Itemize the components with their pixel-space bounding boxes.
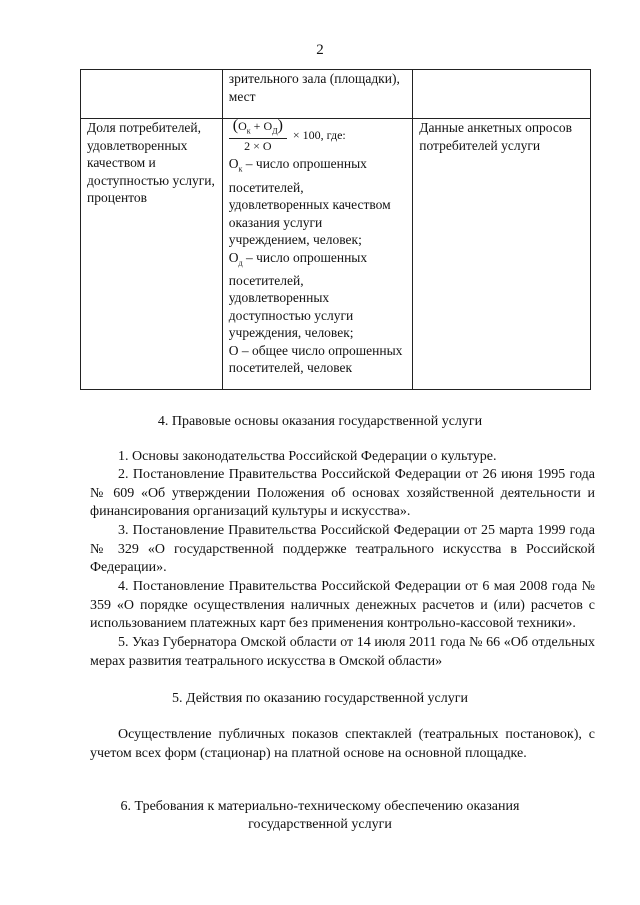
table-cell-source [413, 70, 591, 119]
table-row [81, 70, 591, 119]
page-number: 2 [316, 42, 324, 58]
legal-item-5: 5. Указ Губернатора Омской области от 14 июля 2011 года № 66 «Об отдельных мерах развития театрального искусства в Омской области» [90, 635, 595, 669]
formula-definition-ok: $О_к$ – число опрошенных посетителей, удовлетворенных качеством оказания услуги учреждением, человек; [228, 156, 391, 248]
formula-definition-od: $О_д$ – число опрошенных посетителей, удовлетворенных доступностью услуги учреждения, человек; [228, 249, 368, 341]
section-6-heading-line1: 6. Требования к материально-техническому обеспечению оказания [120, 799, 520, 814]
legal-item-4: 4. Постановление Правительства Российской Федерации от 6 мая 2008 года № 359 «О порядке осуществления наличных денежных расчетов и (или) расчетов с использованием платежных карт без применения контрольно-кассовой техники». [90, 579, 595, 631]
indicator-table [80, 69, 591, 390]
section-6-heading-line2: государственной услуги [248, 817, 392, 832]
formula-definition-o: О – общее число опрошенных посетителей, человек [228, 342, 403, 376]
table-cell-formula: зрительного зала (площадки), мест [222, 70, 412, 119]
data-source: Данные анкетных опросов потребителей услуги [413, 119, 591, 390]
legal-item-3: 3. Постановление Правительства Российской Федерации от 25 марта 1999 года № 329 «О государственной поддержке театрального искусства в Российской Федерации». [90, 523, 595, 575]
table-cell-indicator [81, 70, 223, 119]
legal-item-2: 2. Постановление Правительства Российской Федерации от 26 июня 1995 года № 609 «Об утверждении Положения об основах хозяйственной деятельности и финансирования организаций культуры и искусства». [90, 467, 595, 519]
formula [229, 119, 406, 153]
formula-denominator: 2 × О [244, 139, 272, 154]
section-4-heading: 4. Правовые основы оказания государственной услуги [157, 414, 483, 429]
legal-item-1: 1. Основы законодательства Российской Федерации о культуре. [118, 449, 497, 464]
indicator-name: Доля потребителей, удовлетворенных качеством и доступностью услуги, процентов [81, 119, 223, 390]
section-5-text: Осуществление публичных показов спектаклей (театральных постановок), с учетом всех форм (стационар) на платной основе на основной площадке. [90, 727, 595, 761]
formula-cell [222, 119, 412, 390]
formula-multiplier: × 100, где: [292, 128, 346, 143]
section-5-heading: 5. Действия по оказанию государственной услуги [172, 691, 468, 706]
table-row [81, 119, 591, 390]
formula-fraction [229, 119, 287, 153]
formula-numerator: $(О_к + О_Д)$ [229, 119, 287, 139]
